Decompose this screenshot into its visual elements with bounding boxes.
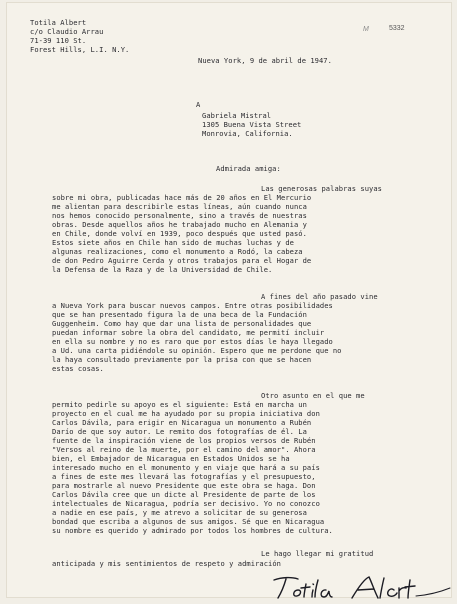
body-line: estas cosas. [52, 364, 104, 373]
sender-line: 71-39 110 St. [30, 36, 87, 45]
body-line: la haya consultado previamente por la prisa con que se hacen [52, 355, 312, 364]
closing-line: Le hago llegar mi gratitud [261, 549, 374, 558]
body-line: a fines de este mes llevará las fotografías y el presupuesto, [52, 472, 316, 481]
body-line: intelectuales de Nicaragua, podría ser decisivo. Yo no conozco [52, 499, 320, 508]
recipient-line: Gabriela Mistral [202, 111, 272, 120]
body-line: a Ud. una carta pidiéndole su opinión. Espero que me perdone que no [52, 346, 342, 355]
body-line: a Nueva York para buscar nuevos campos. Entre otras posibilidades [52, 301, 333, 310]
body-line: puedan informar sobre la obra del candidato, me permití incluir [52, 328, 325, 337]
sender-line: Forest Hills, L.I. N.Y. [30, 45, 130, 54]
body-line: Carlos Dávila, para erigir en Nicaragua un monumento a Rubén [52, 418, 312, 427]
body-line: fuente de la inspiración viene de los propios versos de Rubén [52, 436, 316, 445]
body-line: Las generosas palabras suyas [261, 184, 382, 193]
recipient-line: Monrovia, California. [202, 129, 293, 138]
salutation: Admirada amiga: [216, 164, 281, 173]
body-line: Estos siete años en Chile han sido de muchas luchas y de [52, 238, 294, 247]
body-line: Otro asunto en el que me [261, 391, 365, 400]
recipient-line: A [196, 100, 201, 109]
body-line: en Chile, donde volví en 1939, poco después que usted pasó. [52, 229, 307, 238]
body-line: Carlos Dávila cree que un dicte al Presidente de parte de los [52, 490, 316, 499]
body-line: algunas realizaciones, como el monumento a Rodó, la cabeza [52, 247, 303, 256]
body-line: bondad que escriba a algunos de sus amigos. Sé que en Nicaragua [52, 517, 325, 526]
body-line: en ella su nombre y no es raro que por estos días le haya llegado [52, 337, 333, 346]
body-line: proyecto en el cual me ha ayudado por su propia iniciativa don [52, 409, 320, 418]
sender-line: c/o Claudio Arrau [30, 27, 104, 36]
body-line: "Versos al reino de la muerte, por el camino del amor". Ahora [52, 445, 316, 454]
body-line: obras. Desde aquellos años he trabajado mucho en Alemania y [52, 220, 307, 229]
archive-pencil-mark: M [363, 26, 369, 33]
body-line: Guggenheim. Como hay que dar una lista de personalidades que [52, 319, 312, 328]
body-line: su nombre es querido y admirado por todos los hombres de cultura. [52, 526, 333, 535]
sender-line: Totila Albert [30, 18, 87, 27]
body-line: nos hemos conocido personalmente, sino a través de nuestras [52, 211, 307, 220]
handwritten-signature [268, 574, 453, 600]
body-line: bien, el Embajador de Nicaragua en Estados Unidos se ha [52, 454, 290, 463]
archive-catalog-number: 5332 [389, 25, 405, 32]
body-line: interesado mucho en el monumento y en viaje que hará a su país [52, 463, 320, 472]
body-line: a nadie en ese país, y me atrevo a solicitar de su generosa [52, 508, 307, 517]
recipient-line: 1305 Buena Vista Street [202, 120, 302, 129]
letter-page [6, 2, 452, 598]
body-line: me alientan para describirle estas líneas, aún cuando nunca [52, 202, 307, 211]
body-line: sobre mi obra, publicadas hace más de 20 años en El Mercurio [52, 193, 312, 202]
body-line: Darío de que soy autor. Le remito dos fotografías de él. La [52, 427, 307, 436]
body-line: la Defensa de la Raza y de la Universidad de Chile. [52, 265, 273, 274]
dateline: Nueva York, 9 de abril de 1947. [198, 56, 332, 65]
closing-line: anticipada y mis sentimientos de respeto y admiración [52, 559, 282, 568]
body-line: permito pedirle su apoyo es el siguiente: Está en marcha un [52, 400, 307, 409]
body-line: para mostrarle al nuevo Presidente que este obra se haga. Don [52, 481, 316, 490]
body-line: de don Pedro Aguirre Cerda y otros trabajos para el Hogar de [52, 256, 312, 265]
body-line: A fines del año pasado vine [261, 292, 378, 301]
body-line: que se han presentado figura la de una beca de la Fundación [52, 310, 307, 319]
